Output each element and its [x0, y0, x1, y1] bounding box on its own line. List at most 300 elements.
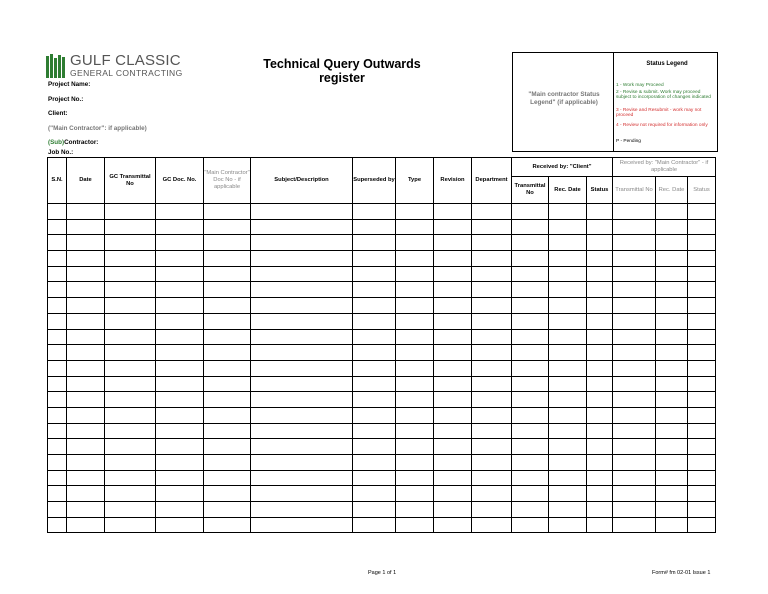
table-cell[interactable] [156, 329, 204, 345]
table-cell[interactable] [396, 392, 434, 408]
table-cell[interactable] [67, 486, 105, 502]
table-cell[interactable] [251, 219, 353, 235]
table-cell[interactable] [434, 204, 472, 220]
table-cell[interactable] [67, 392, 105, 408]
table-cell[interactable] [105, 266, 156, 282]
table-cell[interactable] [512, 282, 549, 298]
table-cell[interactable] [156, 423, 204, 439]
table-cell[interactable] [204, 345, 251, 361]
table-cell[interactable] [512, 502, 549, 518]
table-cell[interactable] [472, 423, 512, 439]
table-cell[interactable] [67, 266, 105, 282]
table-cell[interactable] [656, 392, 688, 408]
table-cell[interactable] [396, 407, 434, 423]
table-cell[interactable] [688, 423, 716, 439]
table-cell[interactable] [656, 235, 688, 251]
table-cell[interactable] [396, 266, 434, 282]
table-cell[interactable] [549, 313, 587, 329]
table-cell[interactable] [353, 392, 396, 408]
table-cell[interactable] [204, 251, 251, 267]
table-cell[interactable] [549, 251, 587, 267]
table-cell[interactable] [613, 392, 656, 408]
table-cell[interactable] [396, 204, 434, 220]
table-cell[interactable] [656, 282, 688, 298]
table-cell[interactable] [105, 329, 156, 345]
table-cell[interactable] [353, 376, 396, 392]
table-cell[interactable] [48, 470, 67, 486]
table-cell[interactable] [688, 298, 716, 314]
table-cell[interactable] [656, 298, 688, 314]
table-cell[interactable] [48, 376, 67, 392]
table-cell[interactable] [251, 329, 353, 345]
table-cell[interactable] [656, 329, 688, 345]
table-cell[interactable] [549, 219, 587, 235]
table-cell[interactable] [472, 360, 512, 376]
table-cell[interactable] [204, 439, 251, 455]
table-cell[interactable] [67, 360, 105, 376]
table-cell[interactable] [587, 423, 613, 439]
table-cell[interactable] [587, 439, 613, 455]
table-cell[interactable] [549, 470, 587, 486]
table-cell[interactable] [434, 470, 472, 486]
table-cell[interactable] [688, 455, 716, 471]
table-cell[interactable] [472, 251, 512, 267]
table-cell[interactable] [105, 470, 156, 486]
table-cell[interactable] [67, 423, 105, 439]
table-cell[interactable] [156, 376, 204, 392]
table-cell[interactable] [353, 266, 396, 282]
table-cell[interactable] [67, 298, 105, 314]
table-cell[interactable] [156, 439, 204, 455]
table-cell[interactable] [549, 204, 587, 220]
table-cell[interactable] [656, 470, 688, 486]
table-cell[interactable] [434, 407, 472, 423]
table-cell[interactable] [105, 392, 156, 408]
table-cell[interactable] [48, 517, 67, 533]
table-cell[interactable] [353, 282, 396, 298]
table-cell[interactable] [251, 313, 353, 329]
table-cell[interactable] [156, 313, 204, 329]
table-cell[interactable] [613, 360, 656, 376]
table-cell[interactable] [472, 219, 512, 235]
table-cell[interactable] [549, 345, 587, 361]
table-cell[interactable] [656, 486, 688, 502]
table-cell[interactable] [67, 502, 105, 518]
table-cell[interactable] [204, 298, 251, 314]
table-cell[interactable] [656, 219, 688, 235]
table-cell[interactable] [587, 329, 613, 345]
table-cell[interactable] [251, 517, 353, 533]
table-cell[interactable] [472, 517, 512, 533]
table-cell[interactable] [688, 439, 716, 455]
table-cell[interactable] [48, 251, 67, 267]
table-cell[interactable] [472, 235, 512, 251]
table-cell[interactable] [472, 266, 512, 282]
table-cell[interactable] [549, 266, 587, 282]
table-cell[interactable] [688, 407, 716, 423]
table-cell[interactable] [688, 517, 716, 533]
table-cell[interactable] [549, 407, 587, 423]
table-cell[interactable] [613, 517, 656, 533]
table-cell[interactable] [105, 502, 156, 518]
table-cell[interactable] [613, 470, 656, 486]
table-cell[interactable] [156, 470, 204, 486]
table-cell[interactable] [204, 407, 251, 423]
table-cell[interactable] [434, 251, 472, 267]
table-cell[interactable] [549, 282, 587, 298]
table-cell[interactable] [67, 329, 105, 345]
table-cell[interactable] [656, 360, 688, 376]
table-cell[interactable] [67, 345, 105, 361]
table-cell[interactable] [67, 219, 105, 235]
table-cell[interactable] [613, 298, 656, 314]
table-cell[interactable] [587, 251, 613, 267]
table-cell[interactable] [688, 235, 716, 251]
table-cell[interactable] [512, 235, 549, 251]
table-cell[interactable] [204, 517, 251, 533]
table-cell[interactable] [549, 329, 587, 345]
table-cell[interactable] [656, 376, 688, 392]
table-cell[interactable] [656, 455, 688, 471]
table-cell[interactable] [353, 204, 396, 220]
table-cell[interactable] [67, 235, 105, 251]
table-cell[interactable] [48, 282, 67, 298]
table-cell[interactable] [587, 376, 613, 392]
table-cell[interactable] [48, 407, 67, 423]
table-cell[interactable] [434, 282, 472, 298]
table-cell[interactable] [105, 204, 156, 220]
table-cell[interactable] [48, 329, 67, 345]
table-cell[interactable] [688, 266, 716, 282]
table-cell[interactable] [48, 502, 67, 518]
table-cell[interactable] [204, 282, 251, 298]
table-cell[interactable] [204, 502, 251, 518]
table-cell[interactable] [472, 439, 512, 455]
table-cell[interactable] [204, 470, 251, 486]
table-cell[interactable] [434, 235, 472, 251]
table-cell[interactable] [156, 266, 204, 282]
table-cell[interactable] [353, 439, 396, 455]
table-cell[interactable] [353, 235, 396, 251]
table-cell[interactable] [512, 360, 549, 376]
table-cell[interactable] [472, 470, 512, 486]
table-cell[interactable] [587, 392, 613, 408]
table-cell[interactable] [251, 298, 353, 314]
table-cell[interactable] [251, 392, 353, 408]
table-cell[interactable] [587, 235, 613, 251]
table-cell[interactable] [396, 455, 434, 471]
table-cell[interactable] [396, 329, 434, 345]
table-cell[interactable] [204, 235, 251, 251]
table-cell[interactable] [48, 298, 67, 314]
table-cell[interactable] [156, 392, 204, 408]
table-cell[interactable] [656, 266, 688, 282]
table-cell[interactable] [613, 251, 656, 267]
table-cell[interactable] [67, 282, 105, 298]
table-cell[interactable] [434, 266, 472, 282]
table-cell[interactable] [204, 455, 251, 471]
table-cell[interactable] [156, 407, 204, 423]
table-cell[interactable] [512, 298, 549, 314]
table-cell[interactable] [105, 282, 156, 298]
table-cell[interactable] [512, 517, 549, 533]
table-cell[interactable] [251, 407, 353, 423]
table-cell[interactable] [396, 502, 434, 518]
table-cell[interactable] [688, 329, 716, 345]
table-cell[interactable] [48, 486, 67, 502]
table-cell[interactable] [251, 502, 353, 518]
table-cell[interactable] [156, 360, 204, 376]
table-cell[interactable] [251, 345, 353, 361]
table-cell[interactable] [656, 407, 688, 423]
table-cell[interactable] [587, 455, 613, 471]
table-cell[interactable] [587, 266, 613, 282]
table-cell[interactable] [67, 313, 105, 329]
table-cell[interactable] [549, 423, 587, 439]
table-cell[interactable] [48, 204, 67, 220]
table-cell[interactable] [472, 407, 512, 423]
table-cell[interactable] [512, 392, 549, 408]
table-cell[interactable] [613, 235, 656, 251]
table-cell[interactable] [48, 439, 67, 455]
table-cell[interactable] [156, 219, 204, 235]
table-cell[interactable] [396, 517, 434, 533]
table-cell[interactable] [613, 502, 656, 518]
table-cell[interactable] [105, 376, 156, 392]
table-cell[interactable] [353, 486, 396, 502]
table-cell[interactable] [156, 204, 204, 220]
table-cell[interactable] [204, 313, 251, 329]
table-cell[interactable] [353, 313, 396, 329]
table-cell[interactable] [105, 235, 156, 251]
table-cell[interactable] [156, 251, 204, 267]
table-cell[interactable] [396, 423, 434, 439]
table-cell[interactable] [587, 517, 613, 533]
table-cell[interactable] [587, 502, 613, 518]
table-cell[interactable] [396, 251, 434, 267]
table-cell[interactable] [472, 502, 512, 518]
table-cell[interactable] [204, 376, 251, 392]
table-cell[interactable] [156, 502, 204, 518]
table-cell[interactable] [472, 455, 512, 471]
table-cell[interactable] [251, 439, 353, 455]
table-cell[interactable] [688, 502, 716, 518]
table-cell[interactable] [656, 423, 688, 439]
table-cell[interactable] [48, 360, 67, 376]
table-cell[interactable] [688, 376, 716, 392]
table-cell[interactable] [353, 329, 396, 345]
table-cell[interactable] [353, 470, 396, 486]
table-cell[interactable] [472, 282, 512, 298]
table-cell[interactable] [434, 486, 472, 502]
table-cell[interactable] [156, 517, 204, 533]
table-cell[interactable] [67, 204, 105, 220]
table-cell[interactable] [688, 360, 716, 376]
table-cell[interactable] [105, 313, 156, 329]
table-cell[interactable] [613, 345, 656, 361]
table-cell[interactable] [48, 266, 67, 282]
table-cell[interactable] [67, 470, 105, 486]
table-cell[interactable] [472, 329, 512, 345]
table-cell[interactable] [549, 455, 587, 471]
table-cell[interactable] [353, 517, 396, 533]
table-cell[interactable] [688, 313, 716, 329]
table-cell[interactable] [656, 251, 688, 267]
table-cell[interactable] [613, 455, 656, 471]
table-cell[interactable] [353, 407, 396, 423]
table-cell[interactable] [472, 376, 512, 392]
table-cell[interactable] [251, 282, 353, 298]
table-cell[interactable] [512, 455, 549, 471]
table-cell[interactable] [434, 439, 472, 455]
table-cell[interactable] [434, 329, 472, 345]
table-cell[interactable] [512, 219, 549, 235]
table-cell[interactable] [396, 360, 434, 376]
table-cell[interactable] [105, 407, 156, 423]
table-cell[interactable] [613, 329, 656, 345]
table-cell[interactable] [251, 470, 353, 486]
table-cell[interactable] [434, 376, 472, 392]
table-cell[interactable] [512, 470, 549, 486]
table-cell[interactable] [512, 376, 549, 392]
table-cell[interactable] [587, 298, 613, 314]
table-cell[interactable] [512, 251, 549, 267]
table-cell[interactable] [434, 423, 472, 439]
table-cell[interactable] [251, 455, 353, 471]
table-cell[interactable] [656, 502, 688, 518]
table-cell[interactable] [353, 455, 396, 471]
table-cell[interactable] [105, 360, 156, 376]
table-cell[interactable] [656, 439, 688, 455]
table-cell[interactable] [434, 313, 472, 329]
table-cell[interactable] [353, 251, 396, 267]
table-cell[interactable] [105, 219, 156, 235]
table-cell[interactable] [48, 392, 67, 408]
table-cell[interactable] [613, 439, 656, 455]
table-cell[interactable] [688, 204, 716, 220]
table-cell[interactable] [656, 204, 688, 220]
table-cell[interactable] [396, 345, 434, 361]
table-cell[interactable] [156, 235, 204, 251]
table-cell[interactable] [396, 235, 434, 251]
table-cell[interactable] [353, 298, 396, 314]
table-cell[interactable] [204, 329, 251, 345]
table-cell[interactable] [251, 376, 353, 392]
table-cell[interactable] [512, 313, 549, 329]
table-cell[interactable] [613, 376, 656, 392]
table-cell[interactable] [48, 313, 67, 329]
table-cell[interactable] [472, 313, 512, 329]
table-cell[interactable] [688, 470, 716, 486]
table-cell[interactable] [204, 486, 251, 502]
table-cell[interactable] [512, 204, 549, 220]
table-cell[interactable] [587, 219, 613, 235]
table-cell[interactable] [105, 486, 156, 502]
table-cell[interactable] [251, 204, 353, 220]
table-cell[interactable] [251, 266, 353, 282]
table-cell[interactable] [204, 219, 251, 235]
table-cell[interactable] [156, 455, 204, 471]
table-cell[interactable] [204, 392, 251, 408]
table-cell[interactable] [472, 345, 512, 361]
table-cell[interactable] [656, 313, 688, 329]
table-cell[interactable] [549, 486, 587, 502]
table-cell[interactable] [251, 251, 353, 267]
table-cell[interactable] [48, 455, 67, 471]
table-cell[interactable] [67, 439, 105, 455]
table-cell[interactable] [396, 313, 434, 329]
table-cell[interactable] [587, 407, 613, 423]
table-cell[interactable] [512, 329, 549, 345]
table-cell[interactable] [105, 517, 156, 533]
table-cell[interactable] [434, 345, 472, 361]
table-cell[interactable] [67, 407, 105, 423]
table-cell[interactable] [613, 219, 656, 235]
table-cell[interactable] [156, 345, 204, 361]
table-cell[interactable] [156, 282, 204, 298]
table-cell[interactable] [251, 423, 353, 439]
table-cell[interactable] [512, 486, 549, 502]
table-cell[interactable] [613, 204, 656, 220]
table-cell[interactable] [105, 439, 156, 455]
table-cell[interactable] [688, 392, 716, 408]
table-cell[interactable] [587, 282, 613, 298]
table-cell[interactable] [549, 376, 587, 392]
table-cell[interactable] [67, 376, 105, 392]
table-cell[interactable] [613, 407, 656, 423]
table-cell[interactable] [204, 204, 251, 220]
table-cell[interactable] [204, 423, 251, 439]
table-cell[interactable] [67, 251, 105, 267]
table-cell[interactable] [549, 298, 587, 314]
table-cell[interactable] [105, 251, 156, 267]
table-cell[interactable] [688, 345, 716, 361]
table-cell[interactable] [353, 345, 396, 361]
table-cell[interactable] [613, 282, 656, 298]
table-cell[interactable] [353, 502, 396, 518]
table-cell[interactable] [353, 423, 396, 439]
table-cell[interactable] [156, 486, 204, 502]
table-cell[interactable] [48, 345, 67, 361]
table-cell[interactable] [156, 298, 204, 314]
table-cell[interactable] [48, 219, 67, 235]
table-cell[interactable] [434, 360, 472, 376]
table-cell[interactable] [396, 376, 434, 392]
table-cell[interactable] [434, 502, 472, 518]
table-cell[interactable] [396, 282, 434, 298]
table-cell[interactable] [549, 439, 587, 455]
table-cell[interactable] [48, 235, 67, 251]
table-cell[interactable] [396, 486, 434, 502]
table-cell[interactable] [434, 298, 472, 314]
table-cell[interactable] [512, 266, 549, 282]
table-cell[interactable] [251, 235, 353, 251]
table-cell[interactable] [472, 392, 512, 408]
table-cell[interactable] [656, 345, 688, 361]
table-cell[interactable] [613, 313, 656, 329]
table-cell[interactable] [48, 423, 67, 439]
table-cell[interactable] [512, 407, 549, 423]
table-cell[interactable] [396, 439, 434, 455]
table-cell[interactable] [472, 204, 512, 220]
table-cell[interactable] [688, 219, 716, 235]
table-cell[interactable] [396, 298, 434, 314]
table-cell[interactable] [396, 470, 434, 486]
table-cell[interactable] [204, 360, 251, 376]
table-cell[interactable] [204, 266, 251, 282]
table-cell[interactable] [613, 423, 656, 439]
table-cell[interactable] [67, 517, 105, 533]
